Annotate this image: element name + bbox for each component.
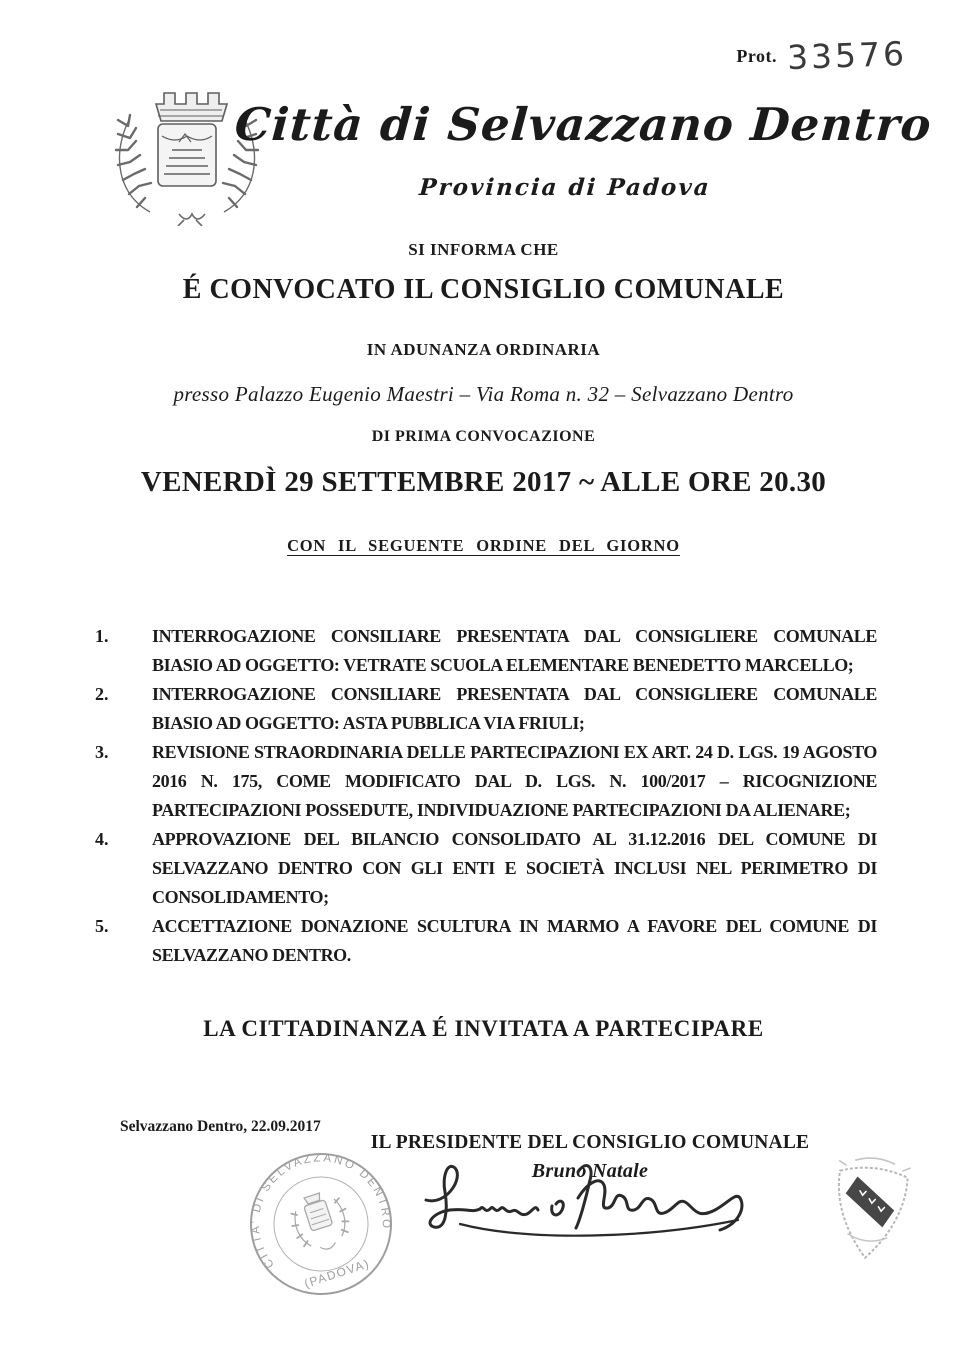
venue-line: presso Palazzo Eugenio Maestri – Via Roma n. 32 – Selvazzano Dentro	[173, 382, 794, 406]
agenda-item-text: INTERROGAZIONE CONSILIARE PRESENTATA DAL CONSIGLIERE COMUNALE BIASIO AD OGGETTO: ASTA PUBBLICA VIA FRIULI;	[152, 684, 877, 733]
agenda-item-text: INTERROGAZIONE CONSILIARE PRESENTATA DAL CONSIGLIERE COMUNALE BIASIO AD OGGETTO: VETRATE SCUOLA ELEMENTARE BENEDETTO MARCELLO;	[152, 626, 877, 675]
agenda-item-number: 4.	[95, 829, 109, 849]
city-title: Città di Selvazzano Dentro	[233, 98, 934, 151]
intro-line: SI INFORMA CHE	[408, 240, 559, 259]
session-type-line: IN ADUNANZA ORDINARIA	[366, 340, 601, 359]
date-time-line: VENERDÌ 29 SETTEMBRE 2017 ~ ALLE ORE 20.30	[140, 466, 827, 498]
protocol-line	[736, 33, 908, 78]
agenda-item-5	[95, 912, 877, 970]
province-subtitle: Provincia di Padova	[418, 174, 712, 201]
agenda-item-1	[95, 622, 877, 680]
agenda-heading: CON IL SEGUENTE ORDINE DEL GIORNO	[287, 536, 680, 555]
president-title: IL PRESIDENTE DEL CONSIGLIO COMUNALE	[370, 1132, 810, 1153]
protocol-label: Prot.	[736, 46, 778, 66]
president-printed-name: Bruno Natale	[531, 1160, 649, 1182]
protocol-number-handwritten: 33576	[786, 33, 908, 78]
citizen-invitation-line: LA CITTADINANZA É INVITATA A PARTECIPARE	[203, 1016, 764, 1041]
agenda-item-number: 3.	[95, 742, 109, 762]
agenda-item-text: APPROVAZIONE DEL BILANCIO CONSOLIDATO AL 31.12.2016 DEL COMUNE DI SELVAZZANO DENTRO CON GLI ENTI E SOCIETÀ INCLUSI NEL PERIMETRO DI CONSOLIDAMENTO;	[152, 829, 877, 907]
agenda-item-text: ACCETTAZIONE DONAZIONE SCULTURA IN MARMO A FAVORE DEL COMUNE DI SELVAZZANO DENTRO.	[152, 916, 877, 965]
agenda-item-number: 5.	[95, 916, 109, 936]
agenda-item-number: 1.	[95, 626, 109, 646]
notice-main-title: É CONVOCATO IL CONSIGLIO COMUNALE	[182, 274, 785, 305]
stamp-ring-text: CITTA' DI SELVAZZANO DENTRO	[249, 1152, 392, 1271]
agenda-item-4	[95, 825, 877, 912]
agenda-list	[95, 622, 877, 970]
corner-shield-stamp	[820, 1156, 920, 1266]
agenda-item-2	[95, 680, 877, 738]
agenda-item-text: REVISIONE STRAORDINARIA DELLE PARTECIPAZIONI EX ART. 24 D. LGS. 19 AGOSTO 2016 N. 175, COME MODIFICATO DAL D. LGS. N. 100/2017 – RICOGNIZIONE PARTECIPAZIONI POSSEDUTE, INDIVIDUAZIONE PARTECIPAZIONI DA ALIENARE;	[152, 742, 877, 820]
stamp-bottom-text: (PADOVA)	[302, 1256, 372, 1291]
agenda-item-number: 2.	[95, 684, 109, 704]
president-signature	[420, 1158, 770, 1258]
round-municipal-stamp	[245, 1148, 397, 1300]
convocation-line: DI PRIMA CONVOCAZIONE	[371, 428, 596, 445]
place-and-date: Selvazzano Dentro, 22.09.2017	[120, 1118, 321, 1135]
agenda-item-3	[95, 738, 877, 825]
